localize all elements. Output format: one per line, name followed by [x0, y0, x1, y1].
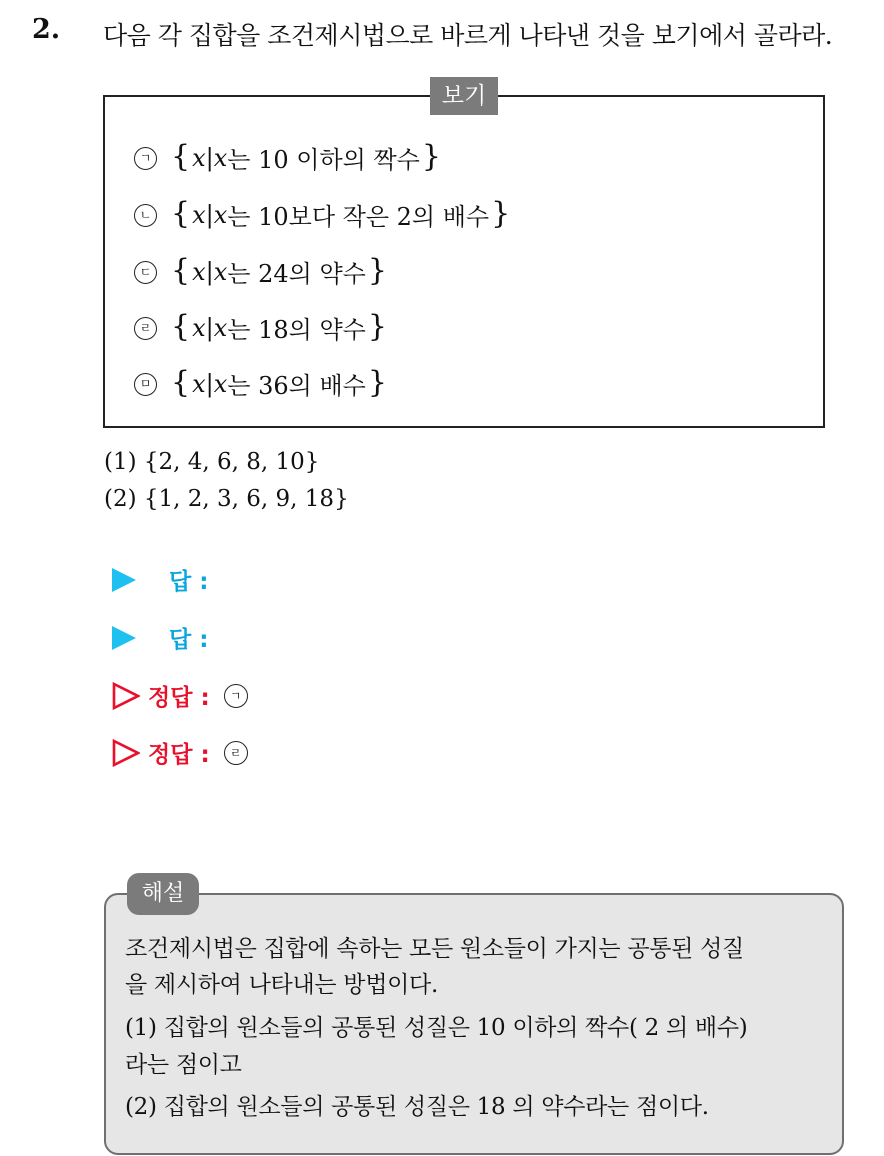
close-brace: }	[367, 365, 387, 400]
close-brace: }	[491, 196, 511, 231]
marker-circle: ㄴ	[134, 204, 157, 227]
subquestion-2: (2) {1, 2, 3, 6, 9, 18}	[104, 486, 349, 512]
correct-answer-value: ㄱ	[224, 684, 248, 708]
answer-label: 답 :	[169, 627, 209, 653]
answer-row-1	[112, 563, 208, 596]
set-variable: x	[192, 257, 206, 286]
close-brace: }	[367, 309, 387, 344]
set-separator: |	[205, 313, 214, 342]
explanation-label: 해설	[127, 873, 199, 915]
marker-circle: ㄹ	[134, 317, 157, 340]
explanation-line: 라는 점이고	[125, 1052, 242, 1078]
marker-circle: ㄱ	[134, 147, 157, 170]
set-variable: x	[192, 200, 206, 229]
correct-answer-row-2	[112, 736, 248, 769]
set-condition: 는 10 이하의 짝수	[227, 146, 420, 174]
play-icon	[112, 568, 136, 592]
explanation-line: (1) 집합의 원소들의 공통된 성질은 10 이하의 짝수( 2 의 배수)	[125, 1015, 748, 1041]
open-brace: {	[171, 309, 191, 344]
close-brace: }	[421, 139, 441, 174]
play-outline-icon	[112, 682, 140, 710]
set-variable: x	[192, 313, 206, 342]
correct-answer-row-1	[112, 679, 248, 712]
set-variable: x	[213, 143, 228, 172]
explanation-line: 을 제시하여 나타내는 방법이다.	[125, 972, 438, 998]
bogi-label: 보기	[430, 77, 498, 115]
play-icon	[112, 626, 136, 650]
set-variable: x	[192, 143, 206, 172]
set-separator: |	[205, 200, 214, 229]
set-variable: x	[213, 369, 228, 398]
close-brace: }	[367, 253, 387, 288]
set-condition: 는 18의 약수	[227, 316, 366, 344]
set-separator: |	[205, 257, 214, 286]
bogi-item-5	[134, 366, 389, 401]
open-brace: {	[171, 253, 191, 288]
question-number: 2.	[32, 14, 61, 45]
marker-circle: ㄷ	[134, 261, 157, 284]
set-condition: 는 24의 약수	[227, 260, 366, 288]
marker-circle: ㅁ	[134, 373, 157, 396]
open-brace: {	[171, 139, 191, 174]
set-separator: |	[205, 369, 214, 398]
bogi-item-4	[134, 310, 389, 345]
answer-label: 답 :	[169, 569, 209, 595]
set-variable: x	[213, 257, 228, 286]
explanation-line: 조건제시법은 집합에 속하는 모든 원소들이 가지는 공통된 성질	[125, 936, 744, 962]
correct-answer-label: 정답 :	[148, 685, 210, 711]
bogi-item-1	[134, 140, 443, 175]
answer-row-2	[112, 621, 208, 654]
open-brace: {	[171, 365, 191, 400]
question-text: 다음 각 집합을 조건제시법으로 바르게 나타낸 것을 보기에서 골라라.	[103, 21, 833, 50]
set-variable: x	[213, 313, 228, 342]
set-condition: 는 36의 배수	[227, 372, 366, 400]
bogi-item-3	[134, 254, 389, 289]
set-variable: x	[192, 369, 206, 398]
correct-answer-label: 정답 :	[148, 742, 210, 768]
set-condition: 는 10보다 작은 2의 배수	[227, 203, 490, 231]
set-separator: |	[205, 143, 214, 172]
open-brace: {	[171, 196, 191, 231]
subquestion-1: (1) {2, 4, 6, 8, 10}	[104, 449, 320, 475]
bogi-item-2	[134, 197, 512, 232]
explanation-line: (2) 집합의 원소들의 공통된 성질은 18 의 약수라는 점이다.	[125, 1094, 709, 1120]
play-outline-icon	[112, 739, 140, 767]
correct-answer-value: ㄹ	[224, 741, 248, 765]
set-variable: x	[213, 200, 228, 229]
